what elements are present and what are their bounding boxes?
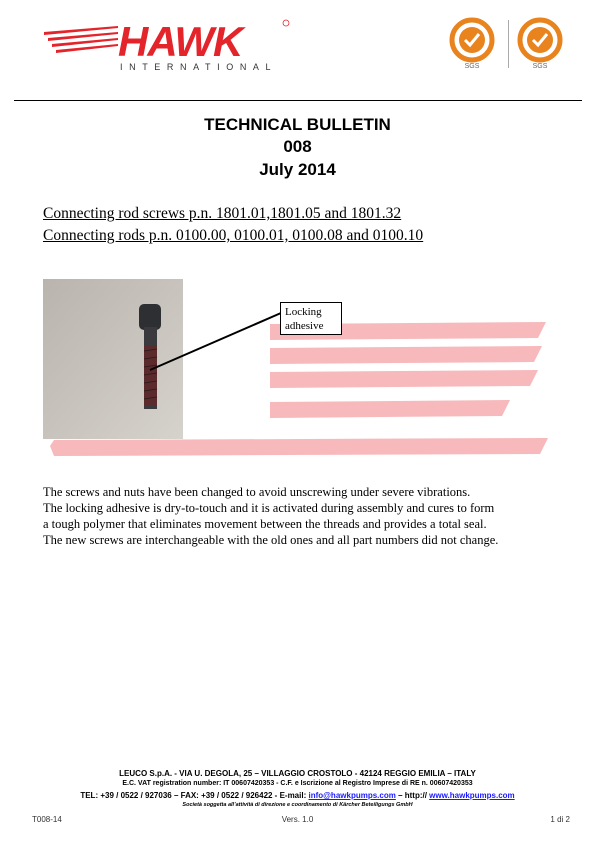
header-divider (14, 100, 582, 101)
subject-line: Connecting rod screws p.n. 1801.01,1801.05 and 1801.32 (43, 205, 402, 222)
document-code: T008-14 (32, 815, 62, 824)
body-line: The new screws are interchangeable with the old ones and all part numbers did not change. (43, 533, 499, 547)
subject-line: Connecting rods p.n. 0100.00, 0100.01, 0100.08 and 0100.10 (43, 227, 424, 244)
svg-text:SGS: SGS (464, 63, 480, 70)
bulletin-body (43, 484, 563, 548)
logo-wordmark: HAWK (118, 18, 243, 65)
document-version: Vers. 1.0 (281, 815, 314, 824)
footer-vat-info: E.C. VAT registration number: IT 00607420353 - C.F. e Iscrizione al Registro Imprese di RE n. 00607420353 (122, 780, 473, 787)
footer-company-address: LEUCO S.p.A. - VIA U. DEGOLA, 25 – VILLAGGIO CROSTOLO - 42124 REGGIO EMILIA – ITALY (119, 769, 476, 778)
bulletin-date: July 2014 (259, 160, 336, 179)
speed-lines-graphic (44, 26, 118, 53)
sgs-certification-badge (512, 16, 572, 72)
bulletin-number: 008 (283, 137, 312, 156)
body-line: The locking adhesive is dry-to-touch and it is activated during assembly and cures to form (43, 501, 495, 515)
email-link[interactable]: info@hawkpumps.com (308, 791, 396, 800)
website-link[interactable]: www.hawkpumps.com (429, 791, 515, 800)
page-number: 1 di 2 (550, 815, 570, 824)
callout-label: Locking adhesive (280, 302, 342, 335)
footer-note: Società soggetta all’attività di direzione e coordinamento di Kärcher Beteiligungs GmbH (182, 802, 413, 808)
hawk-international-logo (40, 14, 290, 74)
screw-photo (43, 279, 183, 439)
logo-subtext: INTERNATIONAL (120, 62, 278, 72)
body-line: The screws and nuts have been changed to avoid unscrewing under severe vibrations. (43, 485, 471, 499)
sgs-certification-badge (444, 16, 504, 72)
svg-text:SGS: SGS (532, 63, 548, 70)
cert-divider (508, 20, 509, 68)
bulletin-title: TECHNICAL BULLETIN (204, 115, 391, 134)
body-line: a tough polymer that eliminates movement between the threads and provides a total seal. (43, 517, 487, 531)
footer-contact: TEL: +39 / 0522 / 927036 – FAX: +39 / 0522 / 926422 - E-mail: info@hawkpumps.com – http:// www.hawkpumps.com (80, 791, 515, 800)
